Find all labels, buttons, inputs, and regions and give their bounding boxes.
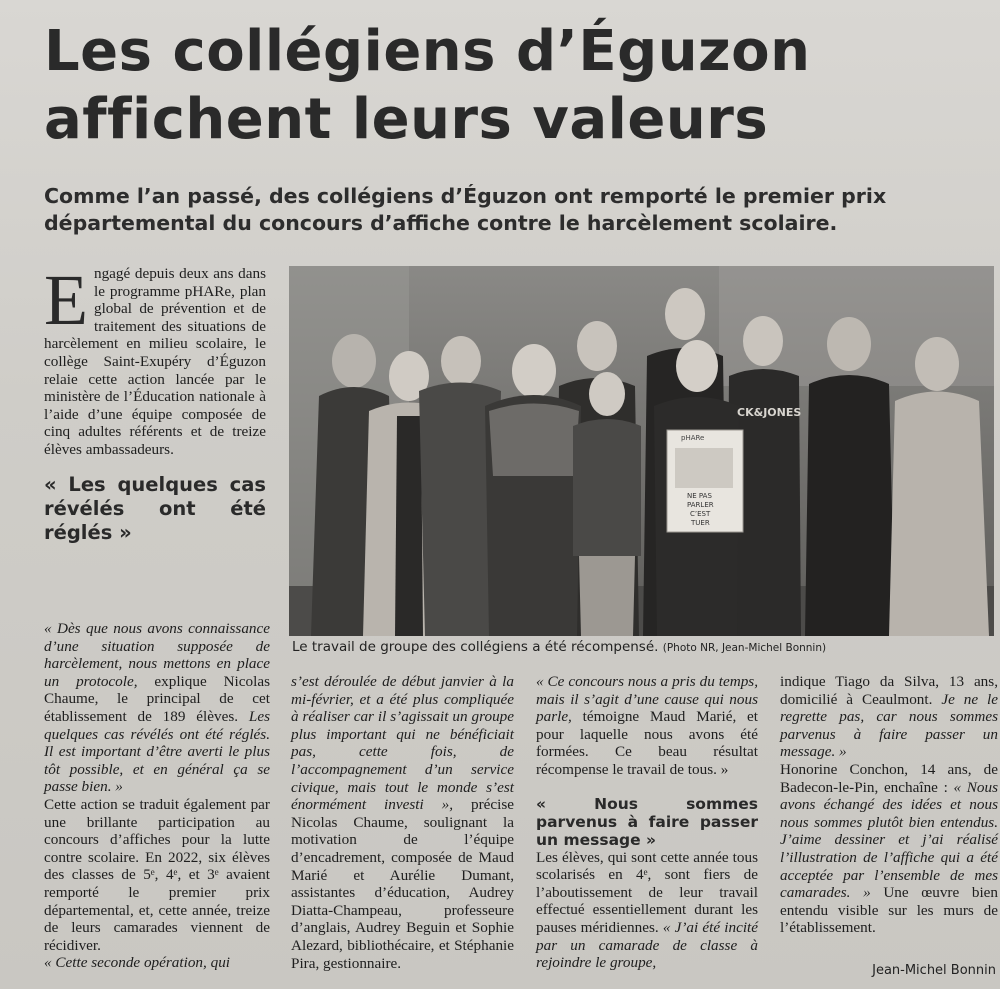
caption-text: Le travail de groupe des collégiens a été récompensé.	[292, 639, 659, 655]
article-deck: Comme l’an passé, des collégiens d’Éguzon ont remporté le premier prix départemental du concours d’affiche contre le harcèlement scolaire.	[44, 184, 887, 235]
column-4	[780, 673, 998, 937]
poster	[667, 430, 743, 532]
drop-cap: E	[44, 260, 88, 340]
col1-quote-3: « Cette seconde opération, qui	[44, 954, 231, 972]
subhead-message: « Nous sommes parvenus à faire passer un message »	[536, 794, 758, 849]
col4-text-3: Une œuvre bien entendu visible sur les murs de l’établissement.	[780, 884, 999, 937]
col2-quote: s’est déroulée de début janvier à la mi-février, et a été plus compliquée à réaliser car il s’agissait un groupe plus important qui ne bénéficiait pas, cette fois, de l’accompagnement d’un service civique, mais tout le monde s’est énormément investi »,	[291, 673, 514, 814]
col3-text-2: Les élèves, qui sont cette année tous scolarisés en 4ᵉ, sont fiers de l’aboutissement de leur travail effectué essentiellement durant les pauses méridiennes.	[536, 848, 758, 936]
photo-caption	[292, 639, 992, 655]
group-photo	[289, 266, 994, 636]
col1-quote-1: « Dès que nous avons connaissance d’une situation supposée de harcèlement, nous mettons en place un protocole,	[44, 620, 270, 690]
headline-line-2: affichent leurs valeurs	[44, 87, 769, 152]
group-photo-illustration	[289, 266, 994, 636]
poster-line-1: NE PAS	[687, 492, 712, 500]
column-3	[536, 673, 758, 972]
col1-text-2: Cette action se traduit également par une brillante participation au concours d’affiches pour la lutte contre scolaire. En 2022, six élèves des classes de 5ᵉ, 4ᵉ, et 3ᵉ avaient remporté le premier prix départemental, et, cette année, treize de leurs camarades viennent de récidiver.	[44, 795, 270, 954]
col1-text-1: explique Nicolas Chaume, le principal de cet établissement de 189 élèves.	[44, 672, 270, 725]
poster-line-3: C’EST	[690, 510, 711, 518]
headline-line-1: Les collégiens d’Éguzon	[44, 19, 811, 84]
column-2	[291, 673, 514, 972]
intro-column	[44, 260, 266, 545]
shirt-text: CK&JONES	[737, 406, 802, 419]
col4-text-2: Honorine Conchon, 14 ans, de Badecon-le-Pin, enchaîne :	[780, 760, 998, 796]
col3-text-1: témoigne Maud Marié, et pour laquelle nous avons été formées. Ce beau résultat récompense le travail de tous. »	[536, 708, 759, 778]
author-signature: Jean-Michel Bonnin	[872, 963, 996, 978]
poster-top-text: pHARe	[681, 434, 705, 442]
col4-text-1: indique Tiago da Silva, 13 ans, domicilié à Ceaulmont.	[780, 673, 998, 708]
col2-text: précise Nicolas Chaume, soulignant la motivation de l’équipe d’encadrement, composée de Maud Marié et Aurélie Dumant, assistantes d’éducation, Audrey Diatta-Champeau, professeure d’anglais, Audrey Beguin et Sophie Alezard, bibliothécaire, et Stéphanie Pira, gestionnaire.	[291, 796, 515, 972]
col4-quote-2: « Nous avons échangé des idées et nous nous sommes plutôt bien entendus. J’aime dessiner et j’ai réalisé l’illustration de l’affiche qui a été acceptée par l’ensemble de mes camarades. »	[780, 778, 999, 902]
col3-quote-2: « J’ai été incité par un camarade de classe à rejoindre le groupe,	[536, 918, 758, 972]
col1-quote-2: Les quelques cas révélés ont été réglés. Il est important d’être averti le plus tôt possible, et en général ça se passe bien. »	[44, 707, 270, 796]
column-1	[44, 620, 270, 972]
poster-line-2: PARLER	[687, 501, 714, 509]
intro-text: ngagé depuis deux ans dans le programme pHARe, plan global de prévention et de traitement des situations de harcèlement en milieu scolaire, le collège Saint-Exupéry d’Éguzon relaie cette action lancée par le ministère de l’Éducation nationale à l’aide d’une équipe composée de cinq adultes référents et de treize élèves ambassadeurs.	[44, 265, 266, 458]
poster-line-4: TUER	[691, 519, 710, 527]
col4-quote-1: Je ne le regrette pas, car nous sommes parvenus à faire passer un message. »	[780, 690, 999, 761]
col3-quote-1: « Ce concours nous a pris du temps, mais il s’agit d’une cause qui nous parle,	[536, 673, 758, 726]
subhead-cases-resolved: « Les quelques cas révélés ont été réglés »	[44, 472, 266, 544]
photo-credit: (Photo NR, Jean-Michel Bonnin)	[662, 642, 827, 654]
headline	[44, 18, 944, 154]
